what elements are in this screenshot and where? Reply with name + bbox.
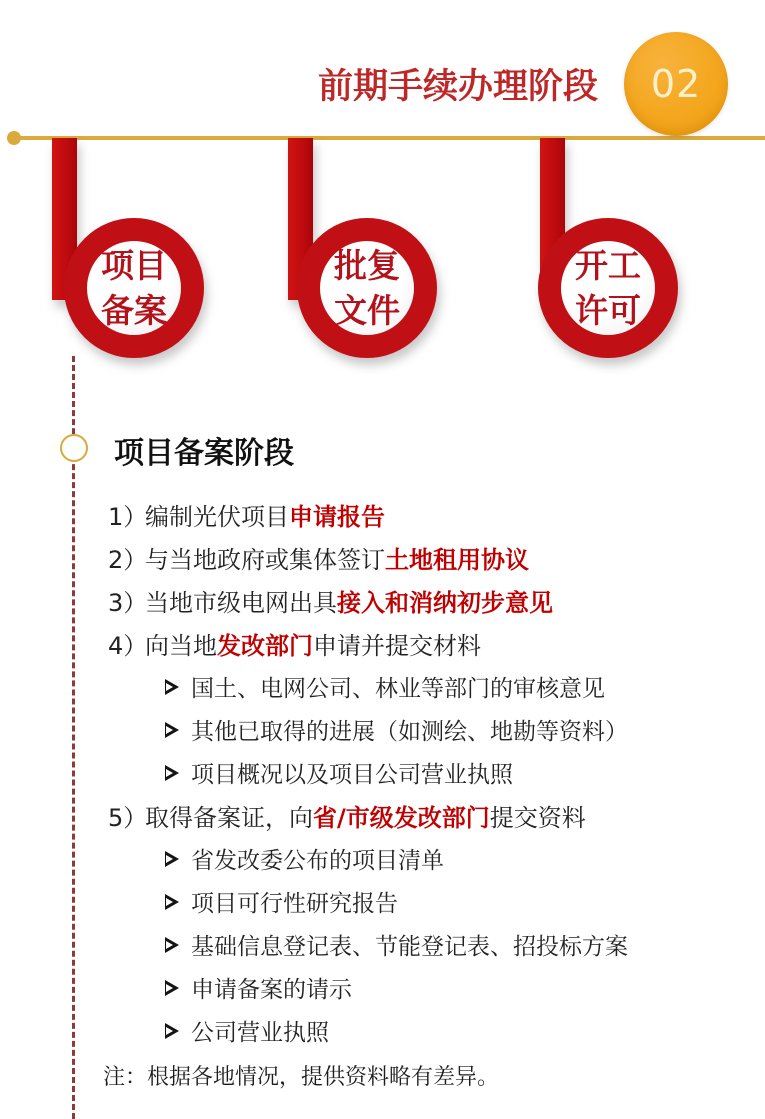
sub-list-item bbox=[108, 708, 758, 751]
ribbon-label-line2: 许可 bbox=[575, 291, 641, 330]
list-item-number: 5） bbox=[108, 804, 148, 832]
timeline-dashed-line bbox=[72, 356, 75, 1119]
arrow-bullet-icon bbox=[165, 851, 180, 867]
sub-list-item bbox=[108, 751, 758, 794]
arrow-bullet-icon bbox=[165, 980, 180, 996]
sub-list-item-text: 公司营业执照 bbox=[191, 1020, 329, 1046]
ribbon-label-line1: 项目 bbox=[101, 246, 167, 285]
sub-list-item bbox=[108, 880, 758, 923]
sub-list-item-text: 其他已取得的进展（如测绘、地勘等资料） bbox=[191, 719, 628, 745]
ribbon-label bbox=[101, 243, 167, 333]
list-item-number: 2） bbox=[108, 546, 148, 574]
list-item bbox=[108, 493, 758, 536]
ribbon-label-line2: 文件 bbox=[334, 291, 400, 330]
sub-list-item bbox=[108, 923, 758, 966]
sub-list-item bbox=[108, 1009, 758, 1052]
list-item-text: 取得备案证，向省/市级发改部门提交资料 bbox=[145, 804, 586, 832]
ribbon-label-line2: 备案 bbox=[101, 291, 167, 330]
ribbon-ring bbox=[64, 218, 204, 358]
stage-number: 02 bbox=[650, 62, 702, 106]
list-item-number: 3） bbox=[108, 589, 148, 617]
sub-list-item-text: 省发改委公布的项目清单 bbox=[191, 848, 444, 874]
ribbon-label bbox=[334, 243, 400, 333]
page-title: 前期手续办理阶段 bbox=[318, 67, 599, 107]
sub-list-item bbox=[108, 966, 758, 1009]
ribbon-label-line1: 开工 bbox=[575, 246, 641, 285]
note-text: 注：根据各地情况，提供资料略有差异。 bbox=[103, 1065, 500, 1090]
list-item-number: 1） bbox=[108, 503, 148, 531]
list-item-text: 向当地发改部门申请并提交材料 bbox=[145, 632, 481, 660]
list-item bbox=[108, 622, 758, 665]
ribbon-ring bbox=[538, 218, 678, 358]
arrow-bullet-icon bbox=[165, 894, 180, 910]
ribbon-label bbox=[575, 243, 641, 333]
section-marker-circle-icon bbox=[60, 434, 88, 462]
list-item bbox=[108, 794, 758, 837]
sub-list-item-text: 项目概况以及项目公司营业执照 bbox=[191, 762, 513, 788]
sub-list-item-text: 申请备案的请示 bbox=[191, 977, 352, 1003]
timeline-horizontal-line bbox=[13, 136, 765, 140]
sub-list-item-text: 国土、电网公司、林业等部门的审核意见 bbox=[191, 676, 605, 702]
section-heading: 项目备案阶段 bbox=[114, 436, 294, 471]
ribbon-ring bbox=[297, 218, 437, 358]
timeline-start-dot-icon bbox=[7, 131, 21, 145]
list-item-text: 与当地政府或集体签订土地租用协议 bbox=[145, 546, 529, 574]
ribbon-label-line1: 批复 bbox=[334, 246, 400, 285]
sub-list-item-text: 基础信息登记表、节能登记表、招投标方案 bbox=[191, 934, 628, 960]
stage-number-badge bbox=[624, 32, 728, 136]
sub-list-item bbox=[108, 665, 758, 708]
list-item-text: 当地市级电网出具接入和消纳初步意见 bbox=[145, 589, 553, 617]
list-item bbox=[108, 536, 758, 579]
arrow-bullet-icon bbox=[165, 937, 180, 953]
sub-list-item-text: 项目可行性研究报告 bbox=[191, 891, 398, 917]
list-item-number: 4） bbox=[108, 632, 148, 660]
arrow-bullet-icon bbox=[165, 765, 180, 781]
procedure-list bbox=[108, 493, 758, 1052]
list-item bbox=[108, 579, 758, 622]
arrow-bullet-icon bbox=[165, 722, 180, 738]
arrow-bullet-icon bbox=[165, 1023, 180, 1039]
list-item-text: 编制光伏项目申请报告 bbox=[145, 503, 385, 531]
arrow-bullet-icon bbox=[165, 679, 180, 695]
sub-list-item bbox=[108, 837, 758, 880]
